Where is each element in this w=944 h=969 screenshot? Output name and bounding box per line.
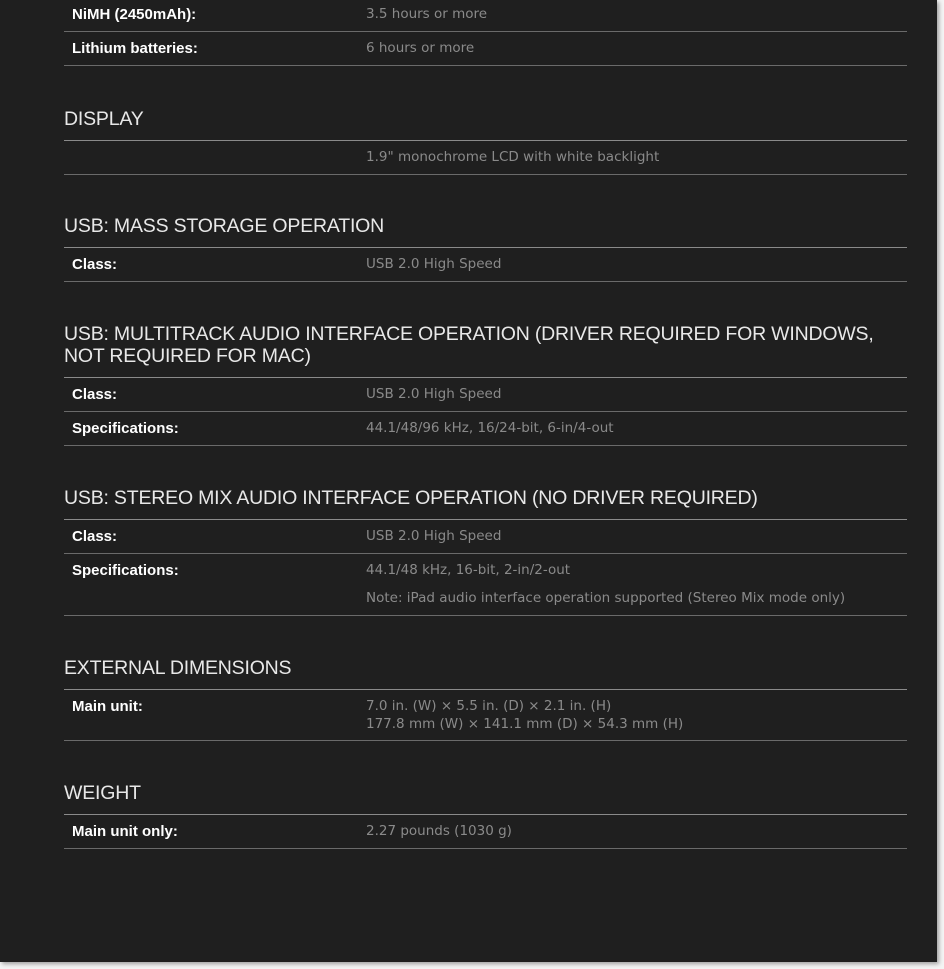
section-title-usb-mass-storage: [64, 215, 907, 248]
spec-label: NiMH (2450mAh):: [72, 6, 197, 23]
section-title-text: EXTERNAL DIMENSIONS: [64, 657, 292, 679]
section-title-usb-multitrack: [64, 323, 907, 378]
spec-row-class: [64, 520, 907, 554]
spec-label: Lithium batteries:: [72, 40, 198, 57]
section-title-text: WEIGHT: [64, 782, 141, 804]
spec-value: 3.5 hours or more: [366, 6, 488, 22]
spec-row-class: [64, 248, 907, 282]
section-title-text: USB: STEREO MIX AUDIO INTERFACE OPERATION (NO DRIVER REQUIRED): [64, 487, 758, 509]
spec-row-specifications: [64, 554, 907, 616]
spec-content: [64, 0, 907, 849]
spec-row-lithium: [64, 32, 907, 66]
spec-row-nimh: [64, 0, 907, 32]
spec-value: USB 2.0 High Speed: [366, 386, 502, 402]
section-title-external-dimensions: [64, 657, 907, 690]
spec-label: Class:: [72, 386, 118, 403]
section-title-text: DISPLAY: [64, 108, 144, 130]
spec-row-main-unit-only: [64, 815, 907, 849]
section-title-weight: [64, 782, 907, 815]
spec-value-group: [366, 697, 907, 733]
spec-row-specifications: [64, 412, 907, 446]
spec-value: 1.9" monochrome LCD with white backlight: [366, 149, 660, 165]
spec-row-display: [64, 141, 907, 175]
spec-value-metric: 177.8 mm (W) × 141.1 mm (D) × 54.3 mm (H): [366, 716, 684, 732]
spec-value: USB 2.0 High Speed: [366, 528, 502, 544]
spec-value: 44.1/48 kHz, 16-bit, 2-in/2-out: [366, 562, 571, 578]
spec-row-main-unit: [64, 690, 907, 741]
spec-label: Specifications:: [72, 562, 179, 579]
spec-value: USB 2.0 High Speed: [366, 256, 502, 272]
spec-label: Class:: [72, 528, 118, 545]
spec-label: Main unit only:: [72, 823, 178, 840]
section-title-text-line2: NOT REQUIRED FOR MAC): [64, 345, 311, 367]
spec-label: Class:: [72, 256, 118, 273]
spec-value: 6 hours or more: [366, 40, 475, 56]
section-title-text: USB: MASS STORAGE OPERATION: [64, 215, 385, 237]
section-title-usb-stereo-mix: [64, 487, 907, 520]
spec-value-imperial: 7.0 in. (W) × 5.5 in. (D) × 2.1 in. (H): [366, 698, 612, 714]
section-title-display: [64, 108, 907, 141]
spec-value: 2.27 pounds (1030 g): [366, 823, 512, 839]
spec-row-class: [64, 378, 907, 412]
spec-label-empty: [64, 148, 366, 167]
spec-label: Specifications:: [72, 420, 179, 437]
spec-label: Main unit:: [72, 698, 143, 715]
section-title-text-line1: USB: MULTITRACK AUDIO INTERFACE OPERATION (DRIVER REQUIRED FOR WINDOWS,: [64, 323, 874, 345]
spec-note: Note: iPad audio interface operation supported (Stereo Mix mode only): [366, 590, 846, 606]
spec-value: 44.1/48/96 kHz, 16/24-bit, 6-in/4-out: [366, 420, 614, 436]
spec-value-group: [366, 561, 907, 608]
